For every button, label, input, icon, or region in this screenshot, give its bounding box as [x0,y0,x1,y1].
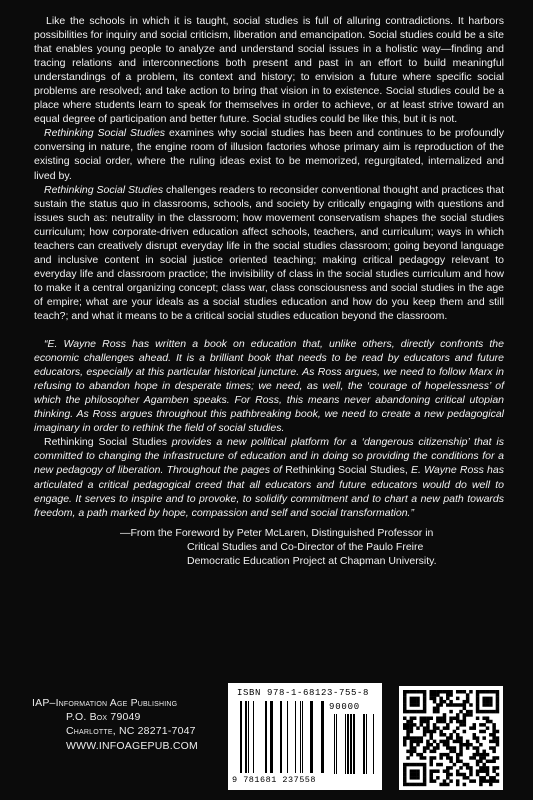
back-cover-text [34,14,504,568]
book-title: Rethinking Social Studies [44,127,166,140]
attribution-line: —From the Foreword by Peter McLaren, Distinguished Professor in [120,526,434,539]
quote-paragraph-1: “E. Wayne Ross has written a book on education that, unlike others, directly confronts the economic challenges ahead. It is a brilliant book that needs to be read by educators and future educators, especially at this particular historical juncture. As Ross argues, we need to follow Marx in refusing to abandon hope in desperate times; we need, as well, the ‘courage of hopelessness’ of which the philosopher Agamben speaks. For Ross, this means never abandoning critical utopian thinking. As Ross argues throughout this pathbreaking book, we need to create a new pedagogical imaginary in order to rethink the field of social studies. [34,338,504,435]
qr-code [399,686,503,790]
barcode-bars [228,683,382,790]
isbn-text: ISBN 978-1-68123-755-8 [237,688,370,698]
foreword-quote [34,337,504,520]
quote-paragraph-2: Rethinking Social Studies provides a new political platform for a ‘dangerous citizenship’ that is committed to changing the infrastructure of education and in doing so providing the conditions for a new pedagogy of liberation. Throughout the pages of Rethinking Social Studies, E. Wayne Ross has articulated a critical pedagogical creed that all educators and future educators would do well to engage. It serves to inspire and to provoke, to solidify commitment and to chart a new path towards freedom, a path marked by hope, compassion and self and social transformation.” [34,436,505,519]
qr-code-icon [399,686,503,790]
quote-attribution [34,526,504,568]
publisher-city: Charlotte, NC 28271-7047 [66,725,196,738]
isbn-barcode [228,683,382,790]
paragraph-challenges: Rethinking Social Studies challenges readers to reconsider conventional thought and practices that sustain the status quo in classrooms, schools, and society by critically engaging with questions and issues such as: neutrality in the classroom; how movement conservatism shapes the social studies curriculum; how corporate-driven education affect schools, teachers, and curriculum; ways in which teachers can creatively disrupt everyday life in the social studies classroom; going beyond language and inclusive content in social justice oriented teaching; making critical pedagogy relevant to everyday life and classroom practice; the invisibility of class in the social studies curriculum and how to make it a central organizing concept; class war, class consciousness and social studies in the age of empire; what are your ideals as a social studies education and how do you keep them and still teach?; and what it means to be a critical social studies education beyond the classroom. [34,183,504,322]
publisher-website: WWW.INFOAGEPUB.COM [66,739,198,752]
attribution-line: Critical Studies and Co-Director of the Paulo Freire [187,540,424,553]
paragraph-intro: Like the schools in which it is taught, social studies is full of alluring contradictions. It harbors possibilities for inquiry and social criticism, liberation and emancipation. Social studies could be a site that enables young people to analyze and understand social issues in a holistic way—finding and tracing relations and interconnections both present and past in an effort to build meaningful understandings of a problem, its context and history; to envision a future where specific social problems are resolved; and take action to bring that vision in to existence. Social studies could be a place where students learn to speak for themselves in order to achieve, or at least strive toward an equal degree of participation and better future. Social studies could be like this, but it is not. [34,15,504,126]
publisher-name: IAP–Information Age Publishing [32,697,178,709]
attribution-line: Democratic Education Project at Chapman University. [187,554,437,567]
barcode-digits: 9 781681 237558 [232,775,317,785]
price-code: 90000 [329,702,361,712]
publisher-info [32,696,198,753]
publisher-box: P.O. Box 79049 [66,711,141,724]
book-title: Rethinking Social Studies [44,183,164,196]
paragraph-examines: Rethinking Social Studies examines why social studies has been and continues to be profoundly conversing in nature, the engine room of illusion factories whose primary aim is reproduction of the existing social order, where the ruling ideas exist to be memorized, regurgitated, internalized and lived by. [34,127,504,182]
